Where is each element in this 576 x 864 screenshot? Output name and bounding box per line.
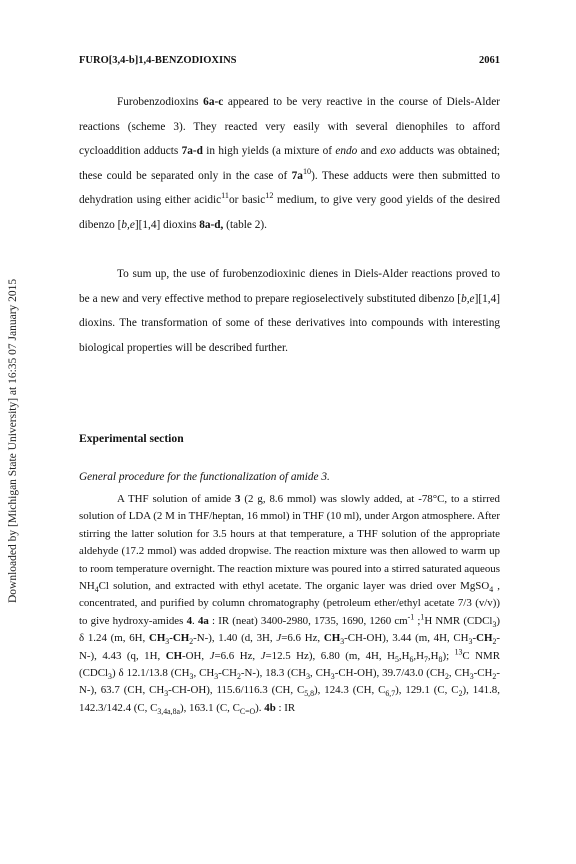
running-header (79, 55, 500, 66)
paragraph-experimental: A THF solution of amide 3 (2 g, 8.6 mmol) was slowly added, at -78°C, to a stirred solution of LDA (2 M in THF/heptan, 16 mmol) in THF (10 ml), under Argon atmosphere. After stirring the latter solution for 3.5 hours at that temperature, a THF solution of the appropriate aldehyde (17.2 mmol) was added dropwise. The reaction mixture was then allowed to warm up to room temperature overnight. The reaction mixture was poured into a stirred saturated aqueous $NH_4Cl$ solution, and extracted with ethyl acetate. The organic layer was dried over MgSO$_4$ , concentrated, and purified by column chromatography (petroleum ether/ethyl acetate 7/3 (v/v)) to give hydroxy-amides 4. 4a : IR (neat) 3400-2980, 1735, 1690, 1260 $cm^{-1}$ ;$^1$H NMR (CDCl$_3$) δ 1.24 (m, 6H, $CH_3-CH_2-N-$), 1.40 (d, 3H, J=6.6 Hz, $CH_3-CH-OH$), 3.44 (m, 4H, $CH_3-CH_2-N-$), 4.43 (q, 1H, CH-OH, J=6.6 Hz, J=12.5 Hz), 6.80 (m, 4H, $H_5,H_6,H_7,H_8$); $^{13}$C NMR (CDCl$_3$) δ 12.1/13.8 ($CH_3$, $CH_3-CH_2-N-$), 18.3 ($CH_3$, $CH_3-CH-OH$), 39.7/43.0 ($CH_2$, $CH_3-CH_2-N-$), 63.7 (CH, $CH_3-CH-OH$), 115.6/116.3 (CH, $C_{5,8}$), 124.3 (CH, $C_{6,7}$), 129.1 (C, $C_2$), 141.8, 142.3/142.4 (C, $C_{3,4a,8a}$), 163.1 (C, $C_{C=O}$). 4b : IR (79, 493, 500, 717)
running-title: FURO[3,4-b]1,4-BENZODIOXINS (79, 55, 237, 66)
paragraph-summary: To sum up, the use of furobenzodioxinic dienes in Diels-Alder reactions proved to be a new and very effective method to prepare regioselectively substituted dibenzo [b,e][1,4] dioxins. The transformation of some of these derivatives into compounds with interesting biological properties will be described further. (79, 268, 500, 354)
procedure-subheading: General procedure for the functionalization of amide 3. (79, 471, 330, 483)
section-heading: Experimental section (79, 432, 184, 445)
page-number: 2061 (479, 55, 500, 66)
paragraph-diels-alder: Furobenzodioxins 6a-c appeared to be very reactive in the course of Diels-Alder reactions (scheme 3). They reacted very easily with several dienophiles to afford cycloaddition adducts 7a-d in high yields (a mixture of endo and exo adducts was obtained; these could be separated only in the case of $7a^{10}$). These adducts were then submitted to dehydration using either acidic$^{11}$or basic$^{12}$ medium, to give very good yields of the desired dibenzo [b,e][1,4] dioxins 8a-d, (table 2). (79, 96, 500, 231)
download-watermark: Downloaded by [Michigan State University] at 16:35 07 January 2015 (7, 278, 19, 603)
